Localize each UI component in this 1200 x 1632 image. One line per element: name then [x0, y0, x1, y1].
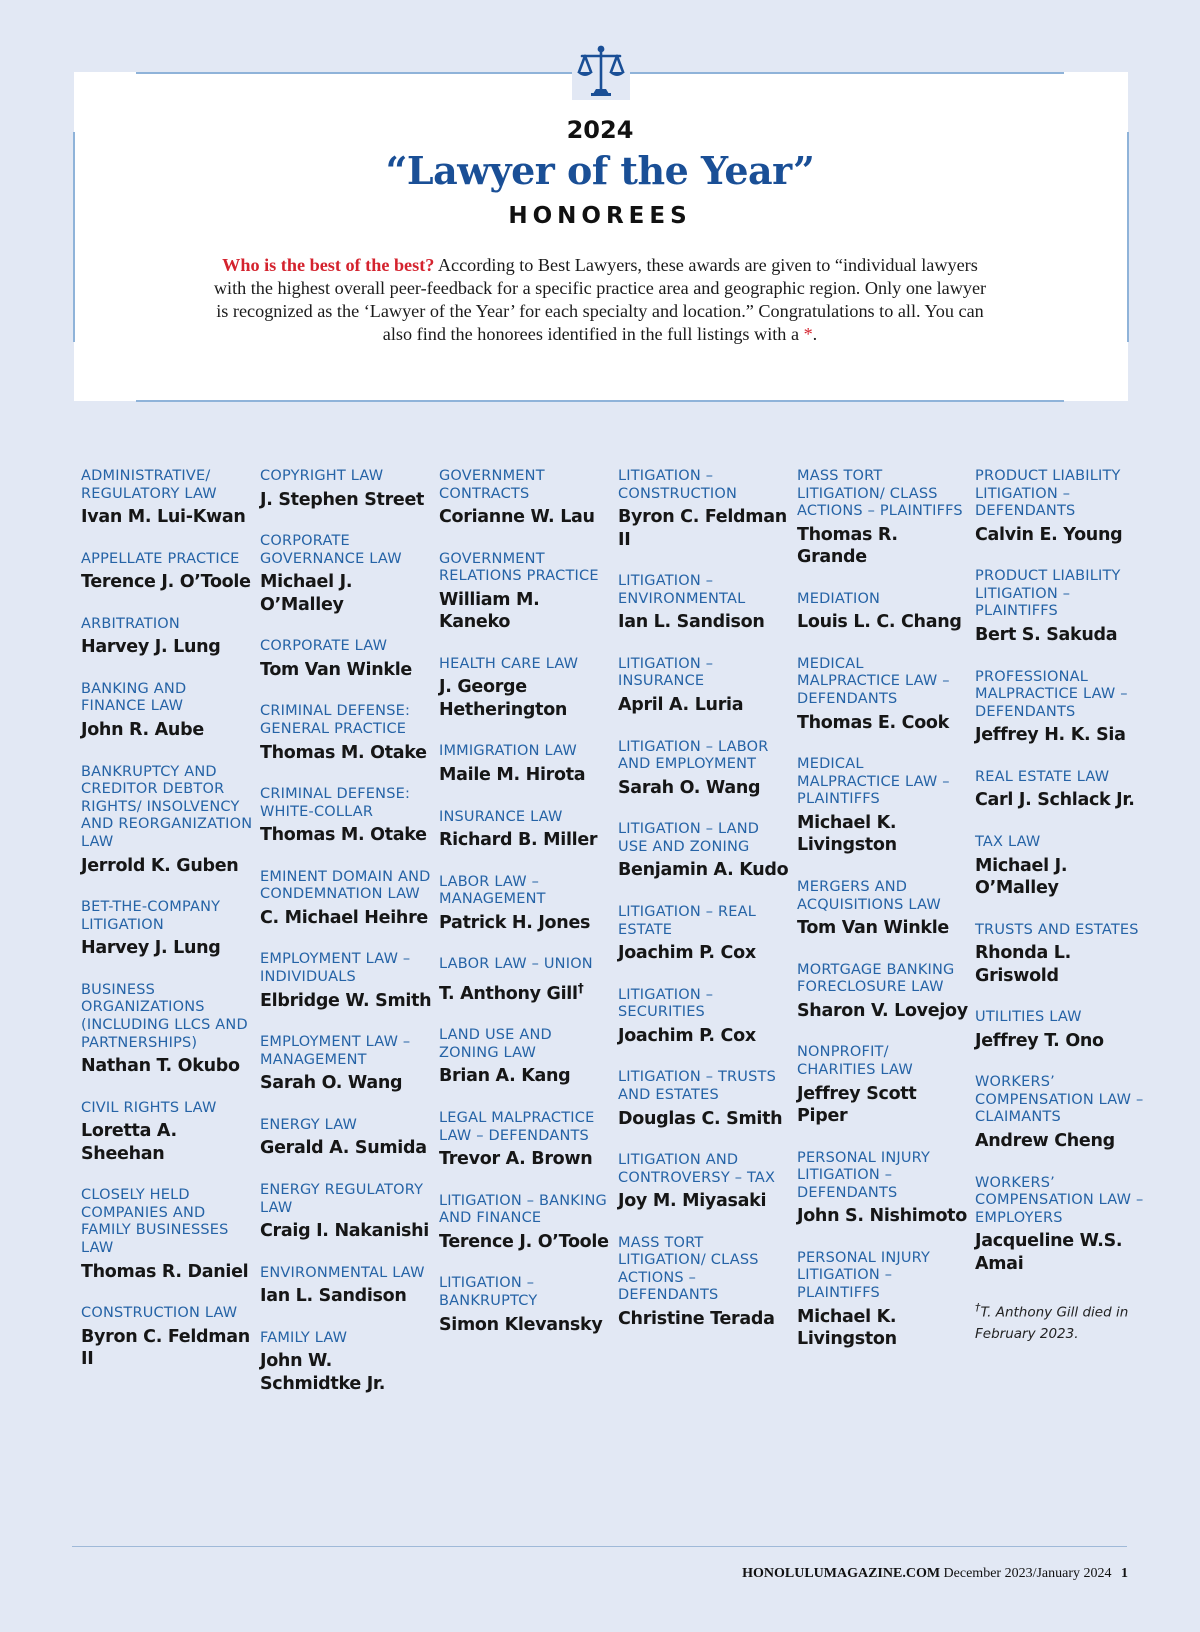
honoree-name-text: Richard B. Miller: [439, 830, 598, 851]
honoree-entry: [81, 1100, 253, 1166]
practice-area: UTILITIES LAW: [975, 1009, 1082, 1026]
honoree-entry: [797, 591, 969, 634]
honoree-name-text: Christine Terada: [618, 1309, 775, 1330]
honoree-entry: [797, 468, 969, 569]
page-footer: [742, 1566, 1128, 1582]
honoree-name: [618, 694, 790, 717]
honoree-name-text: Ian L. Sandison: [618, 612, 765, 633]
honoree-entry: [260, 468, 432, 511]
honoree-entry: [260, 786, 432, 847]
practice-area: ENERGY LAW: [260, 1116, 358, 1133]
honoree-name-text: Sarah O. Wang: [260, 1073, 403, 1094]
honoree-name: [439, 764, 611, 787]
honoree-name-text: Tom Van Winkle: [260, 659, 412, 680]
honoree-name: [439, 589, 611, 634]
honoree-name-text: Joachim P. Cox: [618, 943, 756, 964]
honoree-name-text: Michael K. Livingston: [797, 812, 897, 856]
footer-issue: December 2023/January 2024: [943, 1566, 1112, 1581]
practice-area: EMPLOYMENT LAW – MANAGEMENT: [260, 1034, 411, 1068]
honoree-entry: [260, 638, 432, 681]
honoree-name-text: Benjamin A. Kudo: [618, 860, 789, 881]
honoree-name-text: Sarah O. Wang: [618, 777, 761, 798]
honoree-name-text: Douglas C. Smith: [618, 1108, 783, 1129]
practice-area: LAND USE AND ZONING LAW: [439, 1027, 552, 1061]
honoree-name: [260, 1072, 432, 1095]
honoree-name-text: William M. Kaneko: [439, 589, 540, 633]
honoree-name: [260, 742, 432, 765]
practice-area: ENERGY REGULATORY LAW: [260, 1181, 424, 1216]
honoree-entry: [797, 1044, 969, 1127]
dagger-mark: †: [577, 980, 584, 995]
practice-area: LITIGATION – BANKRUPTCY: [439, 1275, 538, 1309]
practice-area: LABOR LAW – MANAGEMENT: [439, 873, 546, 908]
practice-area: LITIGATION – TRUSTS AND ESTATES: [618, 1069, 776, 1103]
honorees-column-5: [797, 468, 969, 1373]
honoree-name-text: Joachim P. Cox: [618, 1025, 756, 1046]
honoree-entry: [260, 1117, 432, 1160]
practice-area: ENVIRONMENTAL LAW: [260, 1264, 425, 1281]
honoree-name: [618, 611, 790, 634]
honoree-name: [260, 1137, 432, 1160]
footnote-text: T. Anthony Gill died in February 2023.: [975, 1304, 1129, 1342]
honoree-name: [81, 1120, 253, 1165]
honoree-name: [618, 1190, 790, 1213]
honoree-name-text: Ivan M. Lui-Kwan: [81, 507, 246, 528]
honoree-name-text: Calvin E. Young: [975, 524, 1123, 545]
honoree-name-text: Tom Van Winkle: [797, 918, 949, 939]
practice-area: EMPLOYMENT LAW – INDIVIDUALS: [260, 951, 411, 986]
honoree-name: [439, 1148, 611, 1171]
practice-area: LITIGATION – REAL ESTATE: [618, 903, 757, 938]
practice-area: CLOSELY HELD COMPANIES AND FAMILY BUSINESSES LAW: [81, 1187, 229, 1256]
honoree-entry: [81, 982, 253, 1078]
honoree-name-text: Michael K. Livingston: [797, 1306, 897, 1350]
practice-area: LITIGATION – ENVIRONMENTAL: [618, 573, 746, 607]
honoree-entry: [975, 1009, 1147, 1052]
honoree-name: [797, 712, 969, 735]
honoree-entry: [439, 743, 611, 786]
honoree-name-text: Thomas R. Grande: [797, 524, 898, 568]
honoree-name: [618, 1308, 790, 1331]
honoree-entry: [439, 809, 611, 852]
honoree-name-text: Thomas E. Cook: [797, 712, 949, 733]
honoree-name-text: Jeffrey T. Ono: [975, 1030, 1104, 1051]
honoree-entry: [81, 764, 253, 877]
honoree-name: [975, 624, 1147, 647]
honoree-name: [81, 1261, 253, 1284]
practice-area: LITIGATION – CONSTRUCTION: [618, 468, 738, 502]
practice-area: REAL ESTATE LAW: [975, 768, 1110, 785]
practice-area: GOVERNMENT CONTRACTS: [439, 468, 545, 502]
honoree-name: [797, 1083, 969, 1128]
honoree-name: [618, 1025, 790, 1048]
practice-area: CORPORATE GOVERNANCE LAW: [260, 533, 402, 567]
practice-area: APPELLATE PRACTICE: [81, 550, 240, 567]
honoree-entry: [797, 1150, 969, 1228]
honoree-entry: [81, 1187, 253, 1283]
honoree-name-text: C. Michael Heihre: [260, 907, 428, 928]
honoree-entry: [260, 533, 432, 616]
honoree-entry: [975, 1074, 1147, 1152]
honoree-entry: [618, 821, 790, 882]
honoree-name: [439, 506, 611, 529]
honoree-name: [975, 1230, 1147, 1275]
honoree-name-text: Ian L. Sandison: [260, 1286, 407, 1307]
honoree-entry: [618, 904, 790, 965]
honoree-name: [81, 1055, 253, 1078]
honoree-name: [618, 942, 790, 965]
honoree-name: [797, 1205, 969, 1228]
honoree-name-text: Rhonda L. Griswold: [975, 943, 1071, 986]
honoree-name: [439, 829, 611, 852]
practice-area: MEDICAL MALPRACTICE LAW – DEFENDANTS: [797, 655, 950, 708]
honoree-name: [439, 1231, 611, 1254]
honoree-name: [439, 912, 611, 935]
honoree-name-text: Harvey J. Lung: [81, 938, 221, 959]
honorees-column-1: [81, 468, 253, 1393]
scales-of-justice-icon: [572, 42, 630, 100]
honorees-column-3: [439, 468, 611, 1358]
honoree-entry: [439, 874, 611, 935]
honoree-name-text: Thomas M. Otake: [260, 825, 427, 846]
honoree-name-text: J. George Hetherington: [439, 677, 568, 720]
honoree-entry: [81, 551, 253, 594]
honoree-name-text: Louis L. C. Chang: [797, 612, 962, 633]
honoree-name: [975, 942, 1147, 987]
honoree-name: [81, 937, 253, 960]
honoree-name: [260, 571, 432, 616]
honoree-entry: [439, 1027, 611, 1088]
practice-area: CORPORATE LAW: [260, 638, 388, 655]
honoree-entry: [439, 468, 611, 529]
honoree-entry: [797, 879, 969, 940]
award-year: 2024: [566, 116, 634, 144]
honoree-name: [260, 907, 432, 930]
practice-area: PERSONAL INJURY LITIGATION – PLAINTIFFS: [797, 1249, 931, 1301]
honoree-name: [975, 724, 1147, 747]
honoree-name-text: John W. Schmidtke Jr.: [260, 1351, 386, 1394]
practice-area: MORTGAGE BANKING FORECLOSURE LAW: [797, 961, 955, 996]
practice-area: PERSONAL INJURY LITIGATION – DEFENDANTS: [797, 1149, 931, 1201]
honoree-entry: [260, 1034, 432, 1095]
practice-area: BET-THE-COMPANY LITIGATION: [81, 899, 221, 933]
honoree-name: [260, 1220, 432, 1243]
honoree-name-text: Harvey J. Lung: [81, 637, 221, 658]
honoree-entry: [618, 656, 790, 717]
practice-area: IMMIGRATION LAW: [439, 743, 577, 760]
intro-lead: Who is the best of the best?: [222, 255, 435, 275]
honoree-name-text: Jerrold K. Guben: [81, 855, 239, 876]
practice-area: MASS TORT LITIGATION/ CLASS ACTIONS – PLAINTIFFS: [797, 468, 963, 520]
practice-area: LABOR LAW – UNION: [439, 956, 593, 973]
honoree-name-text: John S. Nishimoto: [797, 1206, 967, 1227]
intro-paragraph: [210, 254, 990, 346]
honoree-name: [81, 719, 253, 742]
honoree-name-text: Jacqueline W.S. Amai: [975, 1231, 1123, 1274]
honoree-name: [81, 506, 253, 529]
practice-area: LITIGATION – SECURITIES: [618, 986, 714, 1021]
practice-area: GOVERNMENT RELATIONS PRACTICE: [439, 550, 599, 585]
honoree-name: [975, 524, 1147, 547]
honorees-column-6: [975, 468, 1147, 1345]
honoree-name: [439, 1065, 611, 1088]
intro-end: .: [812, 324, 818, 344]
honoree-name-text: Andrew Cheng: [975, 1131, 1115, 1151]
practice-area: LITIGATION – INSURANCE: [618, 655, 714, 690]
honoree-name-text: April A. Luria: [618, 695, 744, 716]
practice-area: FAMILY LAW: [260, 1329, 348, 1346]
practice-area: CRIMINAL DEFENSE: GENERAL PRACTICE: [260, 703, 411, 737]
honoree-name: [439, 977, 611, 1005]
honoree-name: [975, 1030, 1147, 1053]
honoree-name-text: Elbridge W. Smith: [260, 990, 432, 1011]
honoree-name: [81, 855, 253, 878]
honoree-name-text: Michael J. O’Malley: [260, 572, 353, 615]
honoree-entry: [975, 1175, 1147, 1276]
honoree-entry: [439, 551, 611, 634]
honoree-name-text: Trevor A. Brown: [439, 1149, 593, 1170]
practice-area: PROFESSIONAL MALPRACTICE LAW – DEFENDANTS: [975, 668, 1128, 720]
honoree-name-text: Loretta A. Sheehan: [81, 1121, 177, 1164]
footer-site: HONOLULUMAGAZINE.COM: [742, 1566, 941, 1581]
practice-area: WORKERS’ COMPENSATION LAW – EMPLOYERS: [975, 1174, 1144, 1226]
practice-area: EMINENT DOMAIN AND CONDEMNATION LAW: [260, 868, 431, 903]
honoree-name: [439, 676, 611, 721]
honoree-entry: [975, 468, 1147, 546]
honoree-name-text: Corianne W. Lau: [439, 507, 595, 528]
practice-area: MERGERS AND ACQUISITIONS LAW: [797, 878, 941, 913]
practice-area: BANKING AND FINANCE LAW: [81, 680, 187, 715]
honoree-name-text: Sharon V. Lovejoy: [797, 1000, 968, 1021]
honoree-name: [797, 812, 969, 857]
honoree-entry: [81, 1305, 253, 1371]
honoree-name-text: Patrick H. Jones: [439, 912, 591, 933]
honoree-name: [797, 917, 969, 940]
honoree-name: [797, 1000, 969, 1023]
honoree-entry: [618, 468, 790, 551]
practice-area: TRUSTS AND ESTATES: [975, 921, 1139, 938]
page-title: “Lawyer of the Year”: [385, 148, 815, 193]
honoree-entry: [797, 1250, 969, 1351]
practice-area: WORKERS’ COMPENSATION LAW – CLAIMANTS: [975, 1074, 1144, 1126]
honoree-name-text: Byron C. Feldman II: [81, 1326, 250, 1370]
honoree-entry: [975, 769, 1147, 812]
practice-area: INSURANCE LAW: [439, 808, 563, 825]
honoree-name-text: Jeffrey Scott Piper: [797, 1083, 917, 1126]
honoree-name: [260, 489, 432, 512]
practice-area: LEGAL MALPRACTICE LAW – DEFENDANTS: [439, 1109, 595, 1144]
honoree-entry: [439, 1110, 611, 1171]
practice-area: LITIGATION – LABOR AND EMPLOYMENT: [618, 738, 769, 773]
honoree-name-text: J. Stephen Street: [260, 489, 425, 510]
honoree-entry: [81, 899, 253, 960]
honoree-entry: [81, 468, 253, 529]
honoree-entry: [260, 1265, 432, 1308]
honoree-entry: [439, 656, 611, 722]
honoree-name: [81, 636, 253, 659]
footnote: [975, 1297, 1147, 1345]
header-rule-bottom: [136, 400, 1064, 402]
practice-area: LITIGATION – BANKING AND FINANCE: [439, 1192, 607, 1227]
honoree-entry: [618, 573, 790, 634]
page-number: 1: [1121, 1566, 1128, 1581]
honoree-name: [81, 571, 253, 594]
honoree-entry: [618, 1069, 790, 1130]
honoree-entry: [439, 1193, 611, 1254]
honoree-name-text: Craig I. Nakanishi: [260, 1221, 429, 1242]
practice-area: MEDIATION: [797, 590, 881, 607]
practice-area: CIVIL RIGHTS LAW: [81, 1099, 217, 1116]
practice-area: BUSINESS ORGANIZATIONS (INCLUDING LLCS AND PARTNERSHIPS): [81, 981, 248, 1051]
honoree-name-text: Byron C. Feldman II: [618, 507, 787, 550]
honoree-entry: [975, 922, 1147, 988]
honoree-entry: [618, 987, 790, 1048]
honoree-name: [260, 659, 432, 682]
honoree-name-text: Bert S. Sakuda: [975, 625, 1118, 646]
honoree-entry: [797, 756, 969, 857]
honoree-name-text: Maile M. Hirota: [439, 765, 586, 786]
practice-area: ADMINISTRATIVE/ REGULATORY LAW: [81, 468, 217, 502]
honoree-asterisk: *: [803, 324, 813, 344]
honoree-entry: [975, 834, 1147, 900]
honoree-name-text: Terence J. O’Toole: [81, 572, 251, 593]
honorees-column-4: [618, 468, 790, 1353]
honoree-entry: [439, 956, 611, 1005]
honoree-name-text: Jeffrey H. K. Sia: [975, 725, 1126, 746]
practice-area: TAX LAW: [975, 833, 1041, 850]
honoree-name: [797, 524, 969, 569]
honoree-name-text: John R. Aube: [81, 720, 204, 741]
honoree-name-text: Nathan T. Okubo: [81, 1056, 240, 1077]
footer-rule: [72, 1546, 1127, 1547]
honoree-name-text: Gerald A. Sumida: [260, 1138, 427, 1159]
honoree-name: [81, 1326, 253, 1371]
honoree-entry: [618, 739, 790, 800]
honoree-entry: [975, 669, 1147, 747]
honoree-entry: [81, 616, 253, 659]
honoree-entry: [81, 681, 253, 742]
honoree-name: [618, 1108, 790, 1131]
honoree-entry: [797, 962, 969, 1023]
honoree-entry: [439, 1275, 611, 1336]
intro-text: According to Best Lawyers, these awards are given to “individual lawyers with the highest overall peer-feedback for a specific practice area and geographic region. Only one lawyer is recognized as the ‘Lawyer of the Year’ for each specialty and location.” Congratulations to all. You can also find the honorees identified in the full listings with a: [213, 255, 987, 344]
practice-area: CONSTRUCTION LAW: [81, 1305, 238, 1322]
honoree-name: [260, 1285, 432, 1308]
honoree-name-text: Simon Klevansky: [439, 1314, 603, 1335]
honorees-column-2: [260, 468, 432, 1417]
honoree-name: [260, 824, 432, 847]
honoree-entry: [618, 1235, 790, 1331]
honoree-name-text: Thomas M. Otake: [260, 742, 427, 763]
practice-area: LITIGATION AND CONTROVERSY – TAX: [618, 1152, 776, 1186]
honoree-name: [975, 855, 1147, 900]
honoree-name-text: Thomas R. Daniel: [81, 1261, 249, 1282]
honoree-name: [975, 789, 1147, 812]
honoree-entry: [260, 869, 432, 930]
honoree-entry: [260, 703, 432, 764]
practice-area: PRODUCT LIABILITY LITIGATION – DEFENDANTS: [975, 468, 1121, 520]
honoree-name: [618, 777, 790, 800]
honoree-name: [260, 990, 432, 1013]
honoree-name: [975, 1130, 1147, 1153]
practice-area: PRODUCT LIABILITY LITIGATION – PLAINTIFFS: [975, 568, 1121, 620]
honoree-name: [797, 611, 969, 634]
honoree-name-text: Michael J. O’Malley: [975, 855, 1068, 899]
honoree-name: [439, 1314, 611, 1337]
honoree-entry: [797, 656, 969, 734]
practice-area: MASS TORT LITIGATION/ CLASS ACTIONS – DEFENDANTS: [618, 1234, 759, 1304]
honoree-name: [618, 859, 790, 882]
honoree-entry: [260, 1182, 432, 1243]
page-subtitle: HONOREES: [508, 203, 692, 229]
honoree-entry: [260, 1330, 432, 1396]
honoree-name: [260, 1350, 432, 1395]
practice-area: COPYRIGHT LAW: [260, 468, 384, 484]
practice-area: HEALTH CARE LAW: [439, 655, 579, 672]
practice-area: BANKRUPTCY AND CREDITOR DEBTOR RIGHTS/ INSOLVENCY AND REORGANIZATION LAW: [81, 763, 253, 850]
practice-area: LITIGATION – LAND USE AND ZONING: [618, 821, 760, 855]
honoree-name-text: Brian A. Kang: [439, 1066, 571, 1087]
practice-area: NONPROFIT/ CHARITIES LAW: [797, 1044, 913, 1078]
honoree-name-text: Carl J. Schlack Jr.: [975, 790, 1135, 811]
honoree-entry: [618, 1152, 790, 1213]
footnote-mark: †: [975, 1301, 981, 1315]
honoree-name: [618, 506, 790, 551]
honoree-name: [797, 1306, 969, 1351]
honoree-entry: [975, 568, 1147, 646]
practice-area: MEDICAL MALPRACTICE LAW – PLAINTIFFS: [797, 756, 950, 808]
honoree-entry: [260, 951, 432, 1012]
honoree-name-text: Terence J. O’Toole: [439, 1231, 609, 1252]
practice-area: ARBITRATION: [81, 615, 180, 632]
practice-area: CRIMINAL DEFENSE: WHITE-COLLAR: [260, 786, 411, 820]
honoree-name-text: Joy M. Miyasaki: [618, 1191, 767, 1212]
honoree-name-text: T. Anthony Gill: [439, 983, 578, 1004]
